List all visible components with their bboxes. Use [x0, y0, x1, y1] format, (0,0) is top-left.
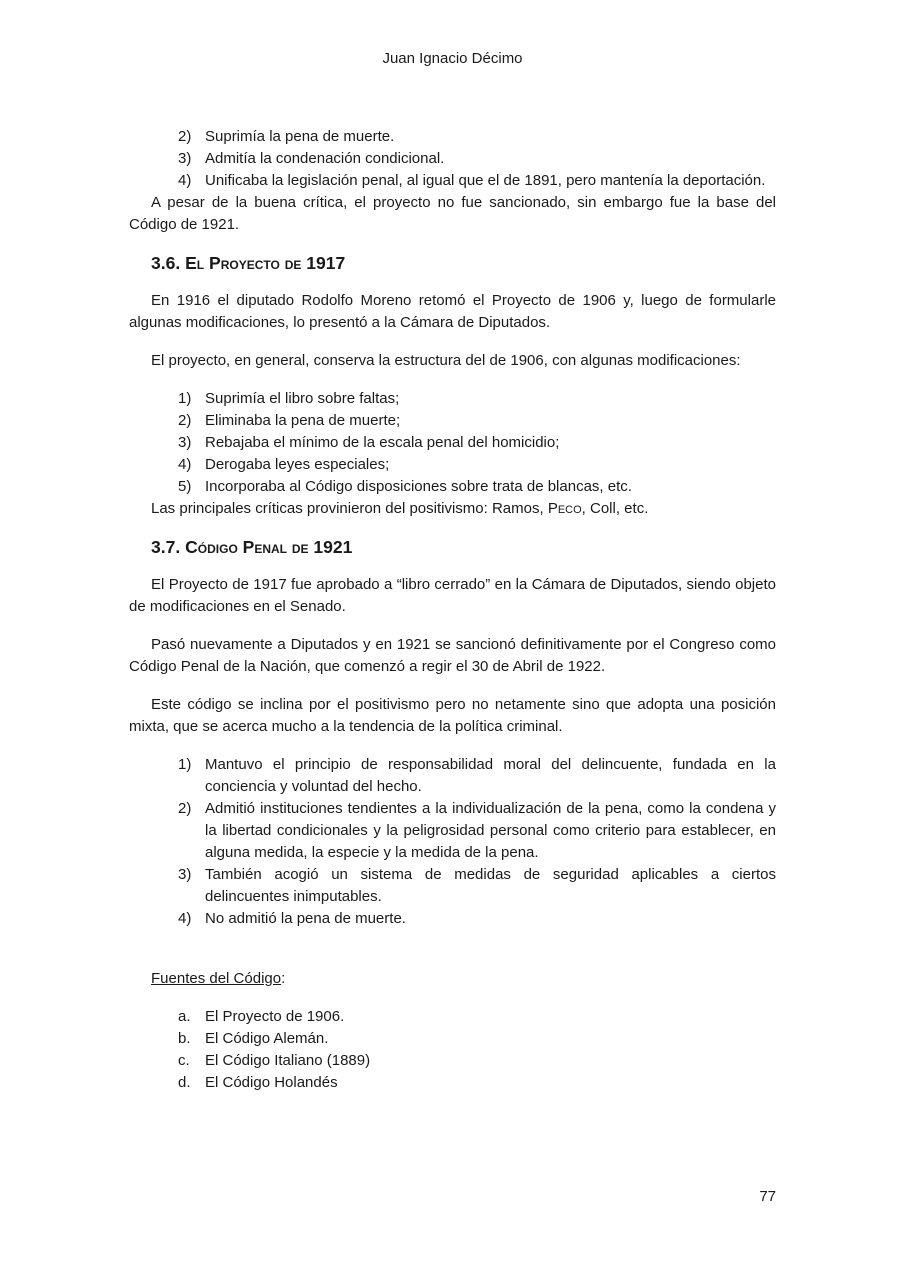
numbered-list-1921: [129, 754, 776, 930]
list-item-marker: 4): [178, 456, 192, 473]
list-item-text: El Proyecto de 1906.: [205, 1008, 345, 1025]
list-item-marker: 4): [178, 172, 192, 189]
list-item: [129, 798, 776, 864]
fuentes-heading-label: Fuentes del Código: [151, 970, 282, 987]
list-item-text: Mantuvo el principio de responsabilidad moral del delincuente, fundada en la conciencia y voluntad del hecho.: [205, 756, 776, 795]
list-item-marker: 3): [178, 150, 192, 167]
section-heading-3-7: 3.7. Código Penal de 1921: [151, 537, 353, 557]
list-item-marker: d.: [178, 1074, 191, 1091]
list-item: [129, 388, 776, 410]
paragraph: Pasó nuevamente a Diputados y en 1921 se sancionó definitivamente por el Congreso como Código Penal de la Nación, que comenzó a regir el 30 de Abril de 1922.: [129, 636, 776, 675]
list-item-marker: 2): [178, 412, 192, 429]
list-item-text: Admitía la condenación condicional.: [205, 150, 445, 167]
fuentes-heading-colon: :: [281, 970, 286, 987]
list-item: [129, 476, 776, 498]
list-item-marker: 5): [178, 478, 192, 495]
list-item-marker: 4): [178, 910, 192, 927]
list-item: [129, 864, 776, 908]
numbered-list-1917: [129, 388, 776, 498]
list-item-text: También acogió un sistema de medidas de seguridad aplicables a ciertos delincuentes inimputables.: [205, 866, 776, 905]
list-item-text: Derogaba leyes especiales;: [205, 456, 390, 473]
list-item: [129, 908, 776, 930]
list-item-text: El Código Alemán.: [205, 1030, 329, 1047]
page-number: 77: [759, 1188, 776, 1205]
list-item: [129, 432, 776, 454]
paragraph: El Proyecto de 1917 fue aprobado a “libro cerrado” en la Cámara de Diputados, siendo objeto de modificaciones en el Senado.: [129, 576, 776, 615]
list-item-text: El Código Italiano (1889): [205, 1052, 371, 1069]
list-item-text: Unificaba la legislación penal, al igual que el de 1891, pero mantenía la deportación.: [205, 172, 766, 189]
list-item-marker: 3): [178, 866, 192, 883]
smallcaps-name: Peco: [547, 500, 582, 517]
list-item-marker: 1): [178, 756, 192, 773]
list-item-marker: c.: [178, 1052, 190, 1069]
numbered-list-continuation: [129, 126, 776, 192]
section-heading-3-6: 3.6. El Proyecto de 1917: [151, 253, 346, 273]
list-item: [129, 126, 776, 148]
list-item-marker: 2): [178, 128, 192, 145]
list-item: [129, 1072, 776, 1094]
list-item-marker: 1): [178, 390, 192, 407]
list-item-marker: 2): [178, 800, 192, 817]
paragraph: El proyecto, en general, conserva la estructura del de 1906, con algunas modificaciones:: [151, 352, 741, 369]
list-item-marker: 3): [178, 434, 192, 451]
paragraph: Este código se inclina por el positivismo pero no netamente sino que adopta una posición mixta, que se acerca mucho a la tendencia de la política criminal.: [129, 696, 776, 735]
list-item: [129, 148, 776, 170]
list-item-text: Incorporaba al Código disposiciones sobre trata de blancas, etc.: [205, 478, 632, 495]
paragraph-text: Las principales críticas provinieron del positivismo: Ramos,: [151, 500, 548, 517]
list-item: [129, 754, 776, 798]
list-item-text: Rebajaba el mínimo de la escala penal del homicidio;: [205, 434, 560, 451]
list-item: [129, 1006, 776, 1028]
list-item-text: El Código Holandés: [205, 1074, 338, 1091]
list-item-marker: b.: [178, 1030, 191, 1047]
paragraph: [129, 498, 776, 520]
list-item-text: Admitió instituciones tendientes a la individualización de la pena, como la condena y la libertad condicionales y la peligrosidad personal como criterio para establecer, en alguna medida, la especie y la medida de la pena.: [205, 800, 776, 861]
paragraph-text: , Coll, etc.: [581, 500, 649, 517]
paragraph: En 1916 el diputado Rodolfo Moreno retomó el Proyecto de 1906 y, luego de formularle algunas modificaciones, lo presentó a la Cámara de Diputados.: [129, 292, 776, 331]
list-item: [129, 410, 776, 432]
list-item-text: Suprimía la pena de muerte.: [205, 128, 395, 145]
fuentes-heading: [129, 968, 776, 990]
list-item: [129, 1050, 776, 1072]
list-item-marker: a.: [178, 1008, 191, 1025]
list-item-text: No admitió la pena de muerte.: [205, 910, 406, 927]
paragraph: A pesar de la buena crítica, el proyecto no fue sancionado, sin embargo fue la base del Código de 1921.: [129, 194, 776, 233]
list-item: [129, 1028, 776, 1050]
page-header-author: Juan Ignacio Décimo: [382, 50, 523, 67]
lettered-list-fuentes: [129, 1006, 776, 1094]
list-item: [129, 170, 776, 192]
list-item: [129, 454, 776, 476]
list-item-text: Eliminaba la pena de muerte;: [205, 412, 401, 429]
list-item-text: Suprimía el libro sobre faltas;: [205, 390, 400, 407]
